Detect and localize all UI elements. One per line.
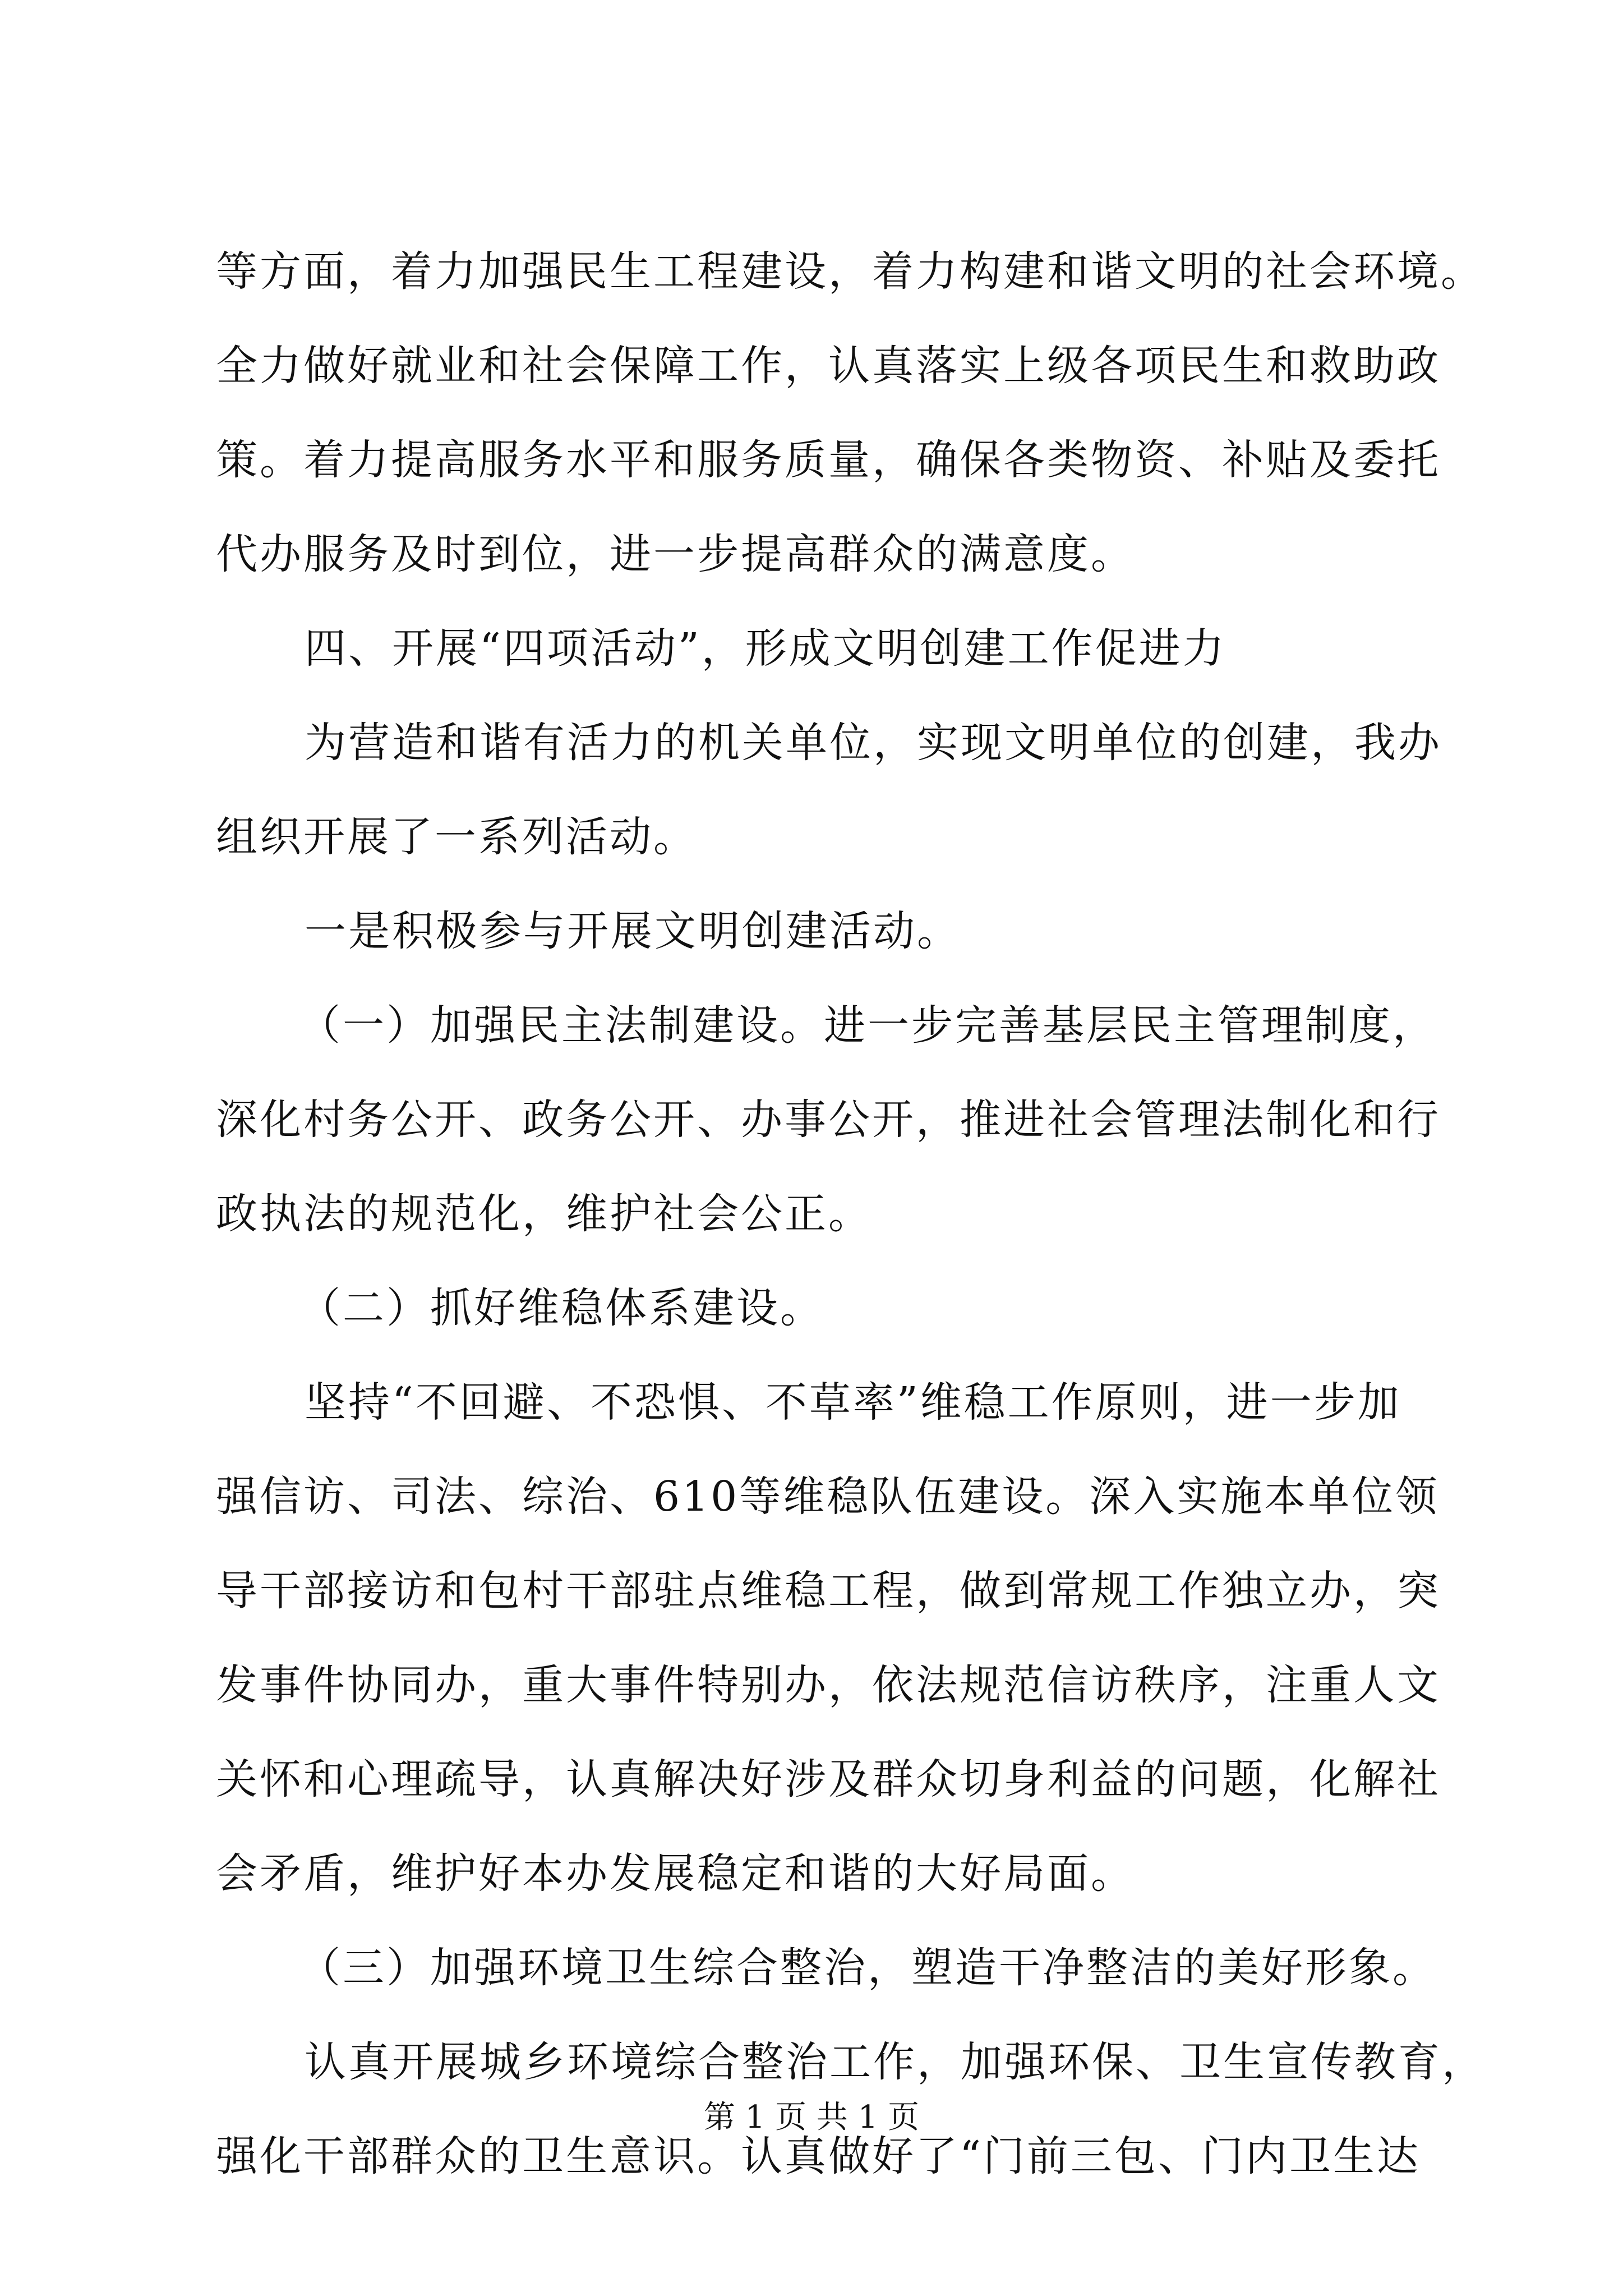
text-line: 政执法的规范化，维护社会公正。 [216,1190,872,1238]
text-line: 策。着力提高服务水平和服务质量，确保各类物资、补贴及委托 [216,436,1441,484]
text-line: 等方面，着力加强民生工程建设，着力构建和谐文明的社会环境。 [216,247,1484,296]
section-heading: 四、开展“四项活动”，形成文明创建工作促进力 [305,624,1227,673]
text-line: 导干部接访和包村干部驻点维稳工程，做到常规工作独立办，突 [216,1567,1441,1615]
text-line: 强信访、司法、综治、610等维稳队伍建设。深入实施本单位领 [216,1473,1440,1521]
page-number-footer: 第 1 页 共 1 页 [703,2099,920,2136]
text-line: 一是积极参与开展文明创建活动。 [305,907,961,955]
text-line: 坚持“不回避、不恐惧、不草率”维稳工作原则，进一步加 [305,1378,1401,1427]
subsection-line: （一）加强民主法制建设。进一步完善基层民主管理制度， [299,1001,1436,1050]
text-line: 强化干部群众的卫生意识。认真做好了“门前三包、门内卫生达 [216,2132,1421,2180]
text-line: 全力做好就业和社会保障工作，认真落实上级各项民生和救助政 [216,342,1441,390]
subsection-line: （三）加强环境卫生综合整治，塑造干净整洁的美好形象。 [299,1944,1436,1992]
text-line: 组织开展了一系列活动。 [216,813,697,861]
document-body [216,224,1486,2203]
text-line: 认真开展城乡环境综合整治工作，加强环保、卫生宣传教育， [305,2038,1486,2086]
subsection-line: （二）抓好维稳体系建设。 [299,1284,824,1332]
text-line: 发事件协同办，重大事件特别办，依法规范信访秩序，注重人文 [216,1661,1441,1709]
text-line: 为营造和谐有活力的机关单位，实现文明单位的创建，我办 [305,719,1442,767]
text-line: 深化村务公开、政务公开、办事公开，推进社会管理法制化和行 [216,1096,1441,1144]
text-line: 会矛盾，维护好本办发展稳定和谐的大好局面。 [216,1849,1135,1898]
text-line: 代办服务及时到位，进一步提高群众的满意度。 [216,530,1135,578]
text-line: 关怀和心理疏导，认真解决好涉及群众切身利益的问题，化解社 [216,1755,1441,1803]
